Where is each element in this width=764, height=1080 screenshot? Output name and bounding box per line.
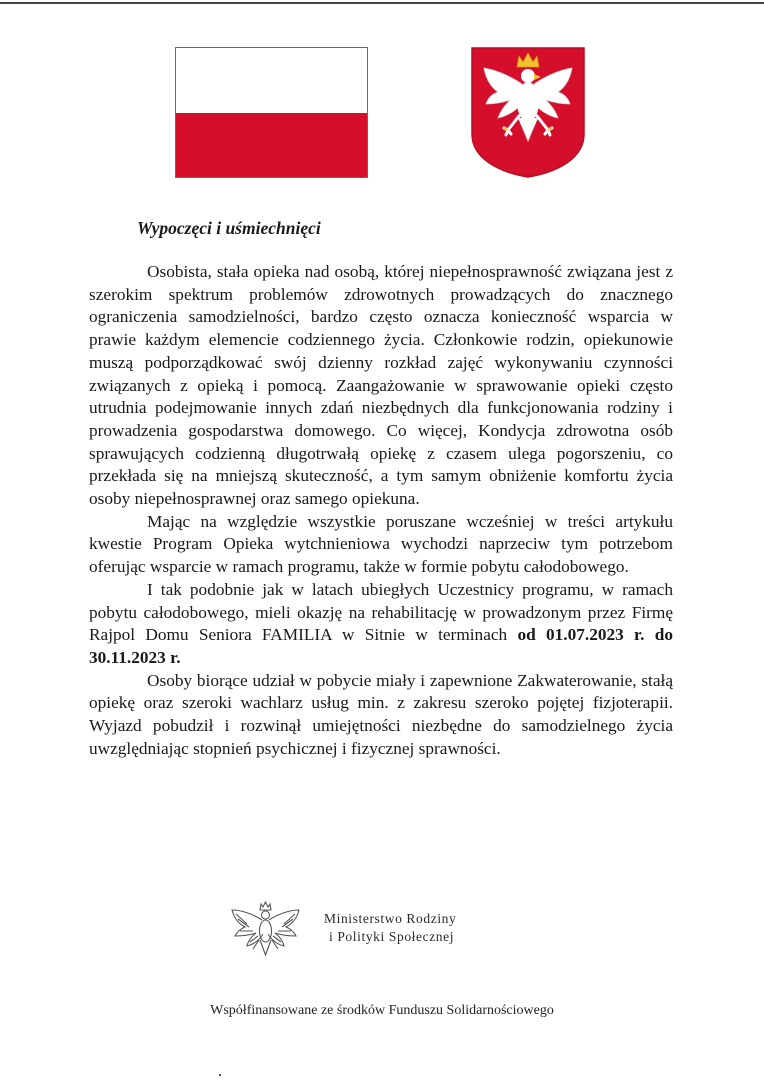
polish-eagle-icon [229,900,302,957]
flag-red-band [176,113,367,178]
paragraph-1: Osobista, stała opieka nad osobą, której niepełnosprawność związana jest z szerokim spektrum problemów zdrowotnych prowadzących do znacznego ograniczenia samodzielności, bardzo często oznacza konieczność wsparcia w prawie każdym elemencie codziennego życia. Członkowie rodzin, opiekunowie muszą podporządkować swój dzienny rozkład zajęć wykonywaniu czynności związanych z opieką i pomocą. Zaangażowanie w sprawowanie opieki często utrudnia podejmowanie innych zdań niezbędnych dla funkcjonowania rodziny i prowadzenia gospodarstwa domowego. Co więcej, Kondycja zdrowotna osób sprawujących codzienną długotrwałą opiekę z czasem ulega pogorszeniu, co przekłada się na mniejszą skuteczność, a tym samym obniżenie komfortu życia osoby niepełnosprawnej oraz samego opiekuna. [89,262,673,509]
polish-coat-of-arms-icon [470,46,586,179]
ministry-name-line-2: i Polityki Społecznej [329,929,455,944]
ministry-name [324,910,456,946]
paragraph-3 [89,579,673,670]
scan-edge-line [0,2,764,4]
flag-white-band [176,48,367,113]
paragraph-4: Osoby biorące udział w pobycie miały i zapewnione Zakwaterowanie, stałą opiekę oraz szeroki wachlarz usług min. z zakresu szeroko pojętej fizjoterapii. Wyjazd pobudził i rozwinął umiejętności niezbędne do samodzielnego życia uwzględniając stopnień psychicznej i fizycznej sprawności. [89,670,673,758]
funding-note: Współfinansowane ze środków Funduszu Solidarnościowego [210,1003,554,1018]
stay-dates: od 01.07.2023 r. do 30.11.2023 r. [89,625,673,667]
polish-flag-icon [175,47,368,178]
article-body [89,261,673,760]
paragraph-2: Mając na względzie wszystkie poruszane wcześniej w treści artykułu kwestie Program Opieka wytchnieniowa wychodzi naprzeciw tym potrzebom oferując wsparcie w ramach programu, także w formie pobytu całodobowego. [89,511,673,577]
article-title: Wypoczęci i uśmiechnięci [137,218,321,238]
scan-artifact [219,1074,221,1076]
ministry-name-line-1: Ministerstwo Rodziny [324,911,457,926]
paragraph-3-text: I tak podobnie jak w latach ubiegłych Uczestnicy programu, w ramach pobytu całodobowego, mieli okazję na rehabilitację w prowadzonym przez Firmę Rajpol Domu Seniora FAMILIA w Sitnie w terminach [89,579,673,645]
